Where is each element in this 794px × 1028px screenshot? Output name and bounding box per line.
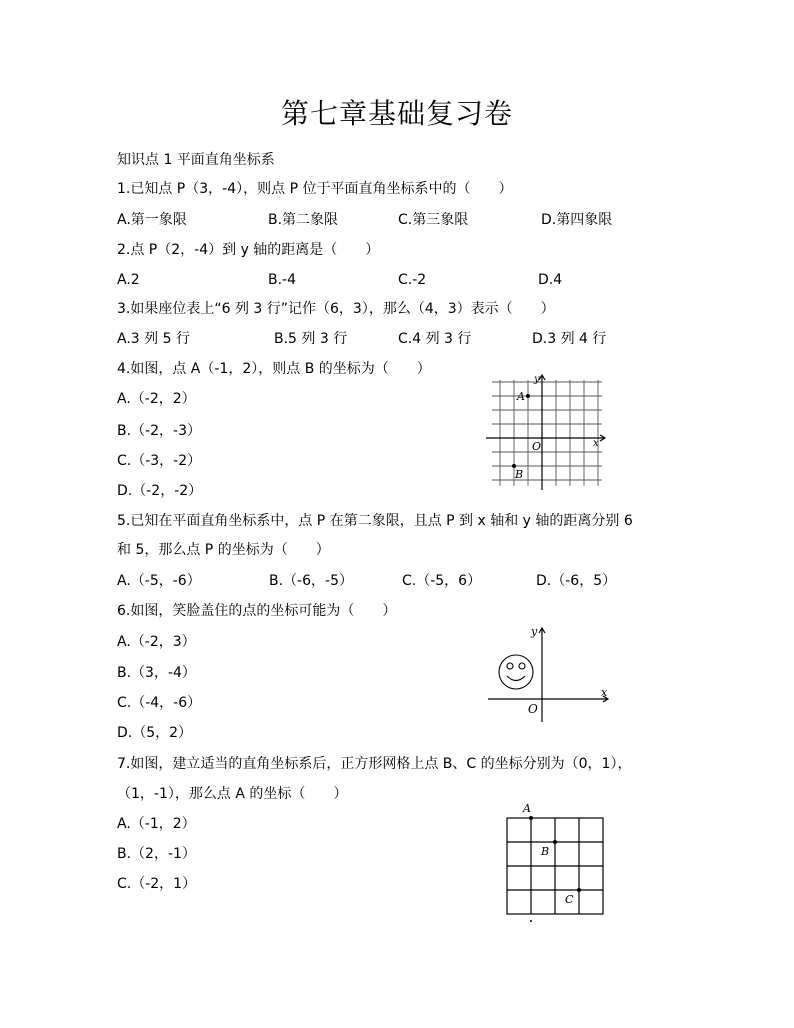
- question-2-stem: 2.点 P（2，-4）到 y 轴的距离是（ ）: [117, 242, 380, 258]
- question-3-option-d[interactable]: D.3 列 4 行: [532, 331, 607, 347]
- question-2-option-a[interactable]: A.2: [117, 272, 140, 288]
- figure-7-point-b-label: B: [541, 845, 550, 858]
- question-5-option-c[interactable]: C.（-5，6）: [402, 573, 482, 589]
- question-5-stem-line-2: 和 5，那么点 P 的坐标为（ ）: [117, 542, 330, 558]
- figure-4-coordinate-grid: [476, 372, 612, 492]
- figure-6-smiley-axes: [484, 620, 614, 724]
- question-7-option-a[interactable]: A.（-1，2）: [117, 816, 196, 832]
- question-1-option-b[interactable]: B.第二象限: [268, 212, 339, 228]
- figure-4-point-b-label: B: [515, 468, 524, 481]
- figure-6-x-label: x: [601, 686, 608, 699]
- question-2-option-c[interactable]: C.-2: [398, 272, 427, 288]
- section-heading: 知识点 1 平面直角坐标系: [117, 152, 275, 168]
- question-4-option-c[interactable]: C.（-3，-2）: [117, 453, 202, 469]
- question-2-option-d[interactable]: D.4: [538, 272, 563, 288]
- figure-6-origin-label: O: [528, 702, 538, 716]
- question-4-stem: 4.如图，点 A（-1，2），则点 B 的坐标为（ ）: [117, 361, 431, 377]
- figure-4-y-label: y: [534, 374, 540, 385]
- figure-7-point-c-label: C: [565, 893, 574, 906]
- question-6-option-a[interactable]: A.（-2，3）: [117, 634, 196, 650]
- question-6-option-d[interactable]: D.（5，2）: [117, 725, 193, 741]
- question-7-stem-line-1: 7.如图，建立适当的直角坐标系后，正方形网格上点 B、C 的坐标分别为（0，1），: [117, 756, 632, 772]
- question-4-option-b[interactable]: B.（-2，-3）: [117, 423, 201, 439]
- figure-6-y-label: y: [531, 625, 538, 638]
- question-7-option-c[interactable]: C.（-2，1）: [117, 876, 197, 892]
- question-1-option-d[interactable]: D.第四象限: [541, 212, 613, 228]
- question-5-stem-line-1: 5.已知在平面直角坐标系中，点 P 在第二象限，且点 P 到 x 轴和 y 轴的距离分别 6: [117, 513, 633, 529]
- question-7-option-b[interactable]: B.（2，-1）: [117, 846, 196, 862]
- smiley-face-icon: [499, 655, 533, 689]
- question-6-option-b[interactable]: B.（3，-4）: [117, 665, 196, 681]
- question-4-option-a[interactable]: A.（-2，2）: [117, 391, 196, 407]
- question-7-stem-line-2: （1，-1），那么点 A 的坐标（ ）: [117, 786, 348, 802]
- figure-7-point-a-label: A: [523, 802, 531, 815]
- question-6-option-c[interactable]: C.（-4，-6）: [117, 695, 202, 711]
- question-3-option-c[interactable]: C.4 列 3 行: [398, 331, 472, 347]
- question-5-option-a[interactable]: A.（-5，-6）: [117, 573, 201, 589]
- figure-4-x-label: x: [593, 438, 599, 449]
- question-3-stem: 3.如果座位表上“6 列 3 行”记作（6，3），那么（4，3）表示（ ）: [117, 301, 555, 317]
- figure-4-origin-label: O: [532, 440, 542, 453]
- figure-7-square-grid: [500, 798, 612, 924]
- question-1-option-c[interactable]: C.第三象限: [398, 212, 469, 228]
- question-5-option-d[interactable]: D.（-6，5）: [536, 573, 617, 589]
- page-title: 第七章基础复习卷: [280, 97, 513, 130]
- question-3-option-b[interactable]: B.5 列 3 行: [274, 331, 348, 347]
- question-2-option-b[interactable]: B.-4: [268, 272, 297, 288]
- question-3-option-a[interactable]: A.3 列 5 行: [117, 331, 190, 347]
- question-4-option-d[interactable]: D.（-2，-2）: [117, 483, 203, 499]
- question-1-option-a[interactable]: A.第一象限: [117, 212, 187, 228]
- question-1-stem: 1.已知点 P（3，-4），则点 P 位于平面直角坐标系中的（ ）: [117, 181, 513, 197]
- question-5-option-b[interactable]: B.（-6，-5）: [269, 573, 353, 589]
- figure-4-point-a-label: A: [517, 390, 525, 403]
- question-6-stem: 6.如图，笑脸盖住的点的坐标可能为（ ）: [117, 603, 397, 619]
